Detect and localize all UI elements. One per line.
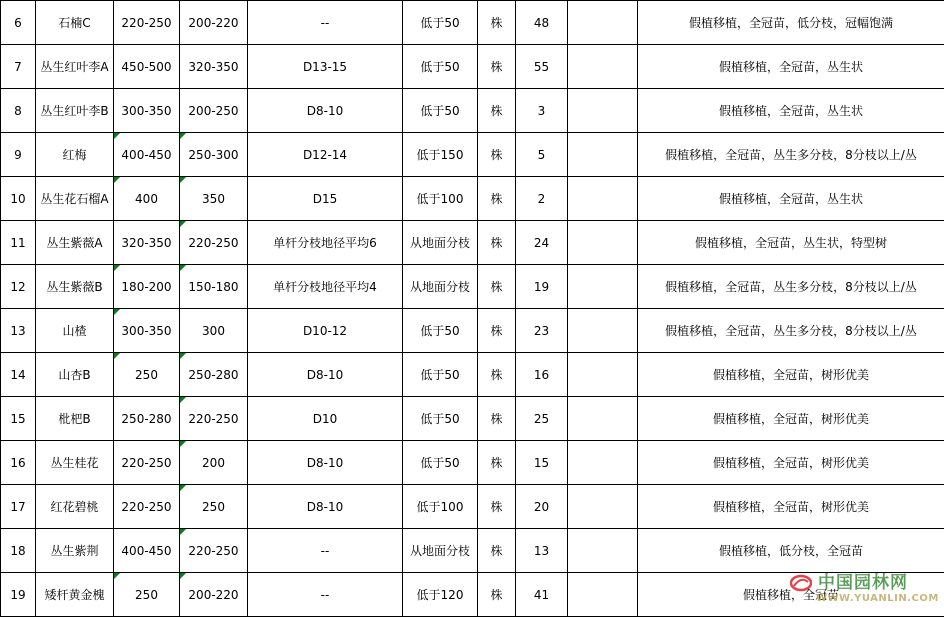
table-row[interactable] [1, 529, 944, 573]
cell-unit[interactable]: 株 [478, 265, 516, 309]
cell-plant-name[interactable]: 丛生红叶李A [36, 45, 114, 89]
cell-blank[interactable] [568, 441, 638, 485]
cell-blank[interactable] [568, 265, 638, 309]
cell-number[interactable]: 18 [1, 529, 36, 573]
cell-remarks[interactable]: 假植移植，全冠苗，低分枝，冠幅饱满 [638, 1, 944, 45]
cell-plant-name[interactable]: 红梅 [36, 133, 114, 177]
cell-diameter[interactable]: -- [248, 1, 403, 45]
cell-crown[interactable]: 250-300 [180, 133, 248, 177]
cell-quantity[interactable]: 15 [516, 441, 568, 485]
cell-height[interactable]: 180-200 [114, 265, 180, 309]
cell-plant-name[interactable]: 丛生红叶李B [36, 89, 114, 133]
cell-height[interactable]: 250 [114, 573, 180, 617]
cell-height[interactable]: 400-450 [114, 133, 180, 177]
cell-unit[interactable]: 株 [478, 45, 516, 89]
cell-height[interactable]: 300-350 [114, 89, 180, 133]
table-row[interactable] [1, 441, 944, 485]
cell-crown[interactable]: 250 [180, 485, 248, 529]
table-row[interactable] [1, 353, 944, 397]
cell-height[interactable]: 220-250 [114, 441, 180, 485]
cell-unit[interactable]: 株 [478, 309, 516, 353]
cell-crown[interactable]: 320-350 [180, 45, 248, 89]
cell-branch-height[interactable]: 从地面分枝 [403, 529, 478, 573]
cell-plant-name[interactable]: 丛生紫薇B [36, 265, 114, 309]
cell-plant-name[interactable]: 枇杷B [36, 397, 114, 441]
cell-branch-height[interactable]: 低于50 [403, 309, 478, 353]
cell-branch-height[interactable]: 低于50 [403, 397, 478, 441]
cell-branch-height[interactable]: 低于50 [403, 89, 478, 133]
table-row[interactable] [1, 309, 944, 353]
cell-remarks[interactable]: 假植移植，全冠苗，树形优美 [638, 353, 944, 397]
cell-plant-name[interactable]: 山杏B [36, 353, 114, 397]
cell-crown[interactable]: 200 [180, 441, 248, 485]
table-body [1, 1, 944, 617]
cell-number[interactable]: 10 [1, 177, 36, 221]
cell-crown[interactable]: 250-280 [180, 353, 248, 397]
cell-branch-height[interactable]: 低于100 [403, 485, 478, 529]
cell-plant-name[interactable]: 山楂 [36, 309, 114, 353]
cell-unit[interactable]: 株 [478, 133, 516, 177]
cell-blank[interactable] [568, 133, 638, 177]
cell-number[interactable]: 19 [1, 573, 36, 617]
cell-crown[interactable]: 200-220 [180, 1, 248, 45]
cell-branch-height[interactable]: 从地面分枝 [403, 265, 478, 309]
cell-remarks[interactable]: 假植移植，全冠苗，丛生多分枝，8分枝以上/丛 [638, 309, 944, 353]
cell-height[interactable]: 250-280 [114, 397, 180, 441]
cell-height[interactable]: 400-450 [114, 529, 180, 573]
cell-quantity[interactable]: 5 [516, 133, 568, 177]
cell-number[interactable]: 9 [1, 133, 36, 177]
cell-diameter[interactable]: D15 [248, 177, 403, 221]
cell-plant-name[interactable]: 丛生紫荆 [36, 529, 114, 573]
cell-crown[interactable]: 300 [180, 309, 248, 353]
cell-quantity[interactable]: 24 [516, 221, 568, 265]
cell-blank[interactable] [568, 397, 638, 441]
cell-branch-height[interactable]: 低于50 [403, 45, 478, 89]
cell-blank[interactable] [568, 353, 638, 397]
cell-remarks[interactable]: 假植移植，全冠苗，丛生状 [638, 177, 944, 221]
watermark-url: WWW.YUANLIN.COM [816, 593, 939, 604]
cell-diameter[interactable]: D10 [248, 397, 403, 441]
cell-branch-height[interactable]: 低于150 [403, 133, 478, 177]
cell-remarks[interactable]: 假植移植，全冠苗，丛生状 [638, 45, 944, 89]
cell-remarks[interactable]: 假植移植，全冠苗 [638, 573, 944, 617]
cell-plant-name[interactable]: 丛生花石榴A [36, 177, 114, 221]
cell-blank[interactable] [568, 221, 638, 265]
cell-quantity[interactable]: 16 [516, 353, 568, 397]
cell-branch-height[interactable]: 从地面分枝 [403, 221, 478, 265]
cell-quantity[interactable]: 23 [516, 309, 568, 353]
cell-crown[interactable]: 200-220 [180, 573, 248, 617]
cell-unit[interactable]: 株 [478, 529, 516, 573]
table-row[interactable] [1, 89, 944, 133]
cell-blank[interactable] [568, 45, 638, 89]
cell-remarks[interactable]: 假植移植，全冠苗，树形优美 [638, 485, 944, 529]
cell-diameter[interactable]: D8-10 [248, 89, 403, 133]
cell-crown[interactable]: 350 [180, 177, 248, 221]
cell-unit[interactable]: 株 [478, 89, 516, 133]
cell-diameter[interactable]: D8-10 [248, 485, 403, 529]
cell-number[interactable]: 15 [1, 397, 36, 441]
cell-blank[interactable] [568, 1, 638, 45]
cell-quantity[interactable]: 41 [516, 573, 568, 617]
cell-height[interactable]: 400 [114, 177, 180, 221]
table-row[interactable] [1, 45, 944, 89]
cell-quantity[interactable]: 3 [516, 89, 568, 133]
cell-quantity[interactable]: 2 [516, 177, 568, 221]
cell-crown[interactable]: 200-250 [180, 89, 248, 133]
cell-plant-name[interactable]: 丛生紫薇A [36, 221, 114, 265]
cell-remarks[interactable]: 假植移植，全冠苗，丛生状 [638, 89, 944, 133]
table-row[interactable] [1, 1, 944, 45]
cell-number[interactable]: 12 [1, 265, 36, 309]
cell-unit[interactable]: 株 [478, 177, 516, 221]
cell-blank[interactable] [568, 529, 638, 573]
cell-number[interactable]: 7 [1, 45, 36, 89]
cell-quantity[interactable]: 20 [516, 485, 568, 529]
cell-remarks[interactable]: 假植移植，全冠苗，丛生状，特型树 [638, 221, 944, 265]
cell-plant-name[interactable]: 红花碧桃 [36, 485, 114, 529]
table-row[interactable] [1, 133, 944, 177]
cell-plant-name[interactable]: 石楠C [36, 1, 114, 45]
cell-unit[interactable]: 株 [478, 221, 516, 265]
watermark-title: 中国园林网 [818, 568, 908, 593]
cell-quantity[interactable]: 55 [516, 45, 568, 89]
cell-unit[interactable]: 株 [478, 485, 516, 529]
cell-height[interactable]: 250 [114, 353, 180, 397]
cell-diameter[interactable]: D13-15 [248, 45, 403, 89]
cell-quantity[interactable]: 48 [516, 1, 568, 45]
cell-diameter[interactable]: D10-12 [248, 309, 403, 353]
cell-remarks[interactable]: 假植移植，全冠苗，树形优美 [638, 397, 944, 441]
cell-unit[interactable]: 株 [478, 1, 516, 45]
cell-unit[interactable]: 株 [478, 397, 516, 441]
table-row[interactable] [1, 221, 944, 265]
cell-number[interactable]: 17 [1, 485, 36, 529]
cell-number[interactable]: 6 [1, 1, 36, 45]
table-row[interactable] [1, 485, 944, 529]
cell-diameter[interactable]: 单杆分枝地径平均6 [248, 221, 403, 265]
cell-number[interactable]: 13 [1, 309, 36, 353]
cell-quantity[interactable]: 25 [516, 397, 568, 441]
cell-height[interactable]: 220-250 [114, 485, 180, 529]
cell-branch-height[interactable]: 低于120 [403, 573, 478, 617]
cell-blank[interactable] [568, 177, 638, 221]
cell-diameter[interactable]: -- [248, 529, 403, 573]
cell-remarks[interactable]: 假植移植，全冠苗，丛生多分枝，8分枝以上/丛 [638, 265, 944, 309]
cell-crown[interactable]: 150-180 [180, 265, 248, 309]
table-row[interactable] [1, 397, 944, 441]
cell-branch-height[interactable]: 低于50 [403, 353, 478, 397]
cell-number[interactable]: 8 [1, 89, 36, 133]
cell-number[interactable]: 11 [1, 221, 36, 265]
cell-number[interactable]: 16 [1, 441, 36, 485]
cell-branch-height[interactable]: 低于50 [403, 441, 478, 485]
cell-crown[interactable]: 220-250 [180, 221, 248, 265]
table-row[interactable] [1, 573, 944, 617]
cell-crown[interactable]: 220-250 [180, 397, 248, 441]
cell-branch-height[interactable]: 低于50 [403, 1, 478, 45]
cell-unit[interactable]: 株 [478, 353, 516, 397]
cell-quantity[interactable]: 19 [516, 265, 568, 309]
cell-crown[interactable]: 220-250 [180, 529, 248, 573]
cell-remarks[interactable]: 假植移植，全冠苗，丛生多分枝，8分枝以上/丛 [638, 133, 944, 177]
cell-diameter[interactable]: D8-10 [248, 353, 403, 397]
cell-remarks[interactable]: 假植移植，低分枝，全冠苗 [638, 529, 944, 573]
cell-height[interactable]: 450-500 [114, 45, 180, 89]
table-row[interactable] [1, 265, 944, 309]
cell-plant-name[interactable]: 矮杆黄金槐 [36, 573, 114, 617]
cell-remarks[interactable]: 假植移植，全冠苗，树形优美 [638, 441, 944, 485]
cell-blank[interactable] [568, 573, 638, 617]
table-row[interactable] [1, 177, 944, 221]
cell-blank[interactable] [568, 309, 638, 353]
cell-height[interactable]: 220-250 [114, 1, 180, 45]
cell-diameter[interactable]: D8-10 [248, 441, 403, 485]
cell-quantity[interactable]: 13 [516, 529, 568, 573]
cell-blank[interactable] [568, 89, 638, 133]
cell-number[interactable]: 14 [1, 353, 36, 397]
cell-diameter[interactable]: 单杆分枝地径平均4 [248, 265, 403, 309]
cell-unit[interactable]: 株 [478, 573, 516, 617]
cell-plant-name[interactable]: 丛生桂花 [36, 441, 114, 485]
cell-diameter[interactable]: D12-14 [248, 133, 403, 177]
cell-blank[interactable] [568, 485, 638, 529]
cell-height[interactable]: 300-350 [114, 309, 180, 353]
cell-branch-height[interactable]: 低于100 [403, 177, 478, 221]
cell-unit[interactable]: 株 [478, 441, 516, 485]
cell-diameter[interactable]: -- [248, 573, 403, 617]
cell-height[interactable]: 320-350 [114, 221, 180, 265]
